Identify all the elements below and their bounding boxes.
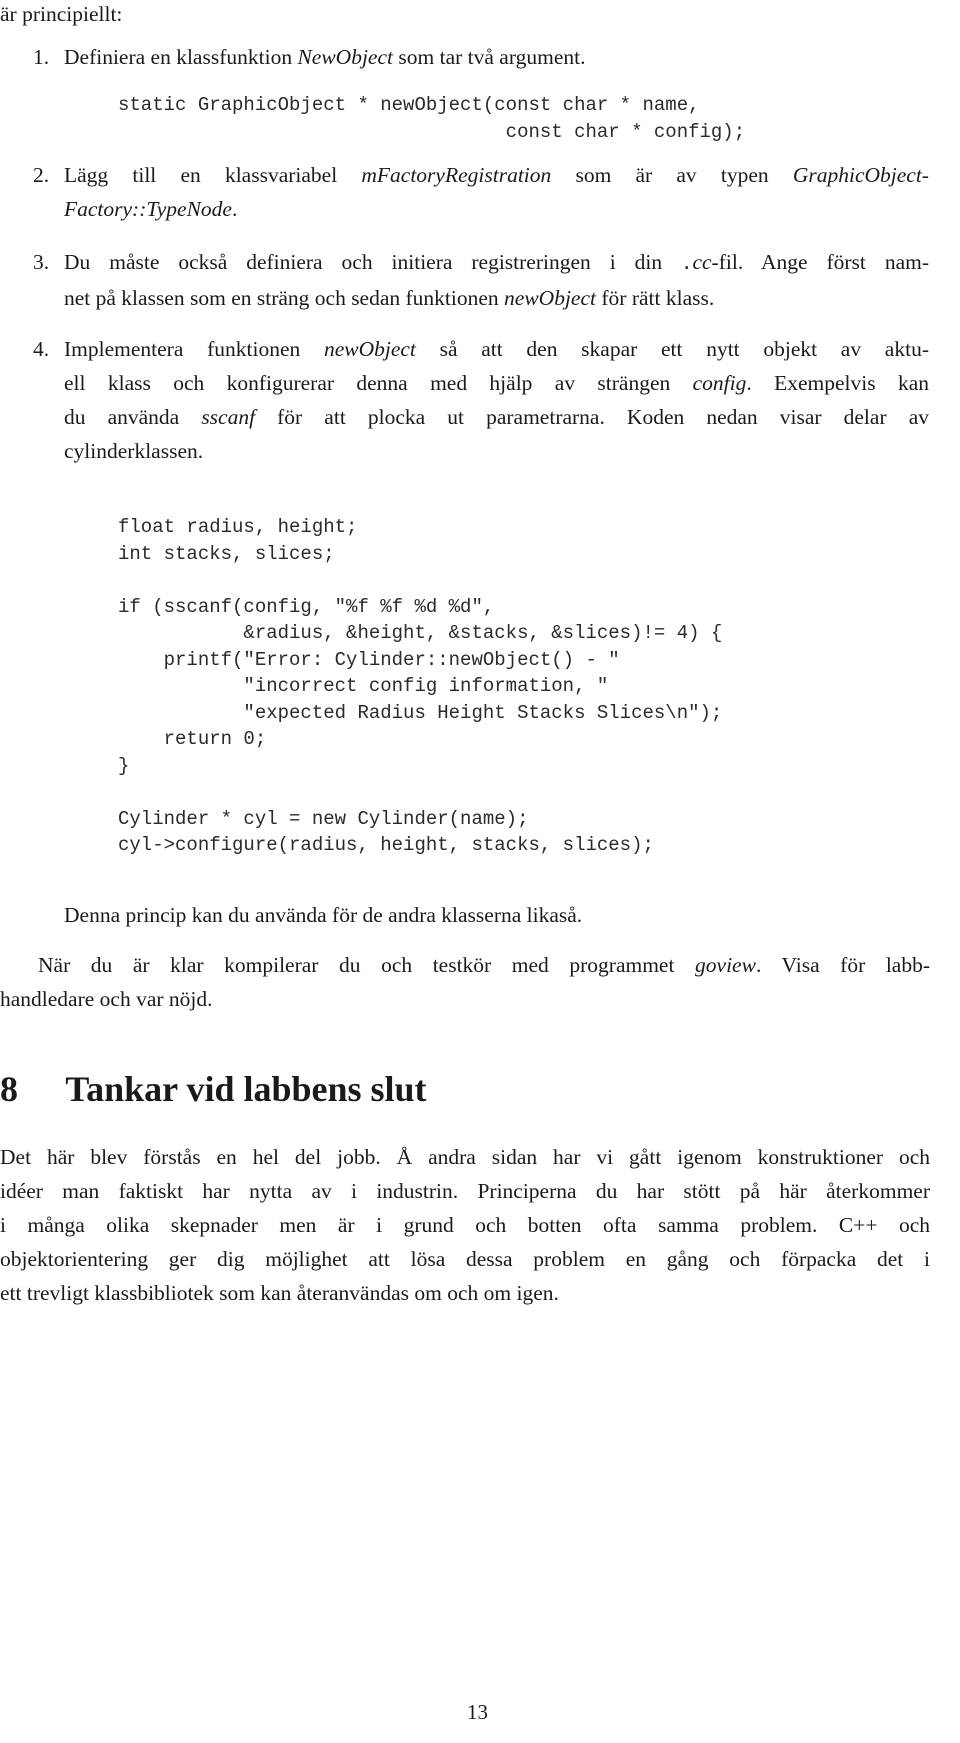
item-1-text: Definiera en klassfunktion NewObject som tar två argument. (64, 45, 586, 69)
item-1-code: static GraphicObject * newObject(const char * name, const char * config); (118, 94, 746, 143)
intro-text: är principiellt: (0, 2, 123, 26)
item-4-text: Implementera funktionen newObject så att den skapar ett nytt objekt av aktu- ell klass och konfigurerar denna med hjälp av strängen config. Exempelvis kan du använda sscanf för att plocka ut parametrarna. Koden nedan visar delar av cylinderklassen. (64, 337, 929, 463)
item-2-number: 2. (33, 163, 50, 187)
item-3-text: Du måste också definiera och initiera registreringen i din .cc-fil. Ange först nam- net på klassen som en sträng och sedan funktionen newObject för rätt klass. (64, 250, 929, 310)
page-number: 13 (467, 1700, 488, 1724)
section-heading (0, 1068, 427, 1110)
item-4-after-text: Denna princip kan du använda för de andra klasserna likaså. (64, 903, 583, 927)
item-4-code: float radius, height; int stacks, slices; if (sscanf(config, "%f %f %d %d", &radius, &height, &stacks, &slices)!= 4) { printf("Error: Cylinder::newObject() - " "incorrect config information, " "expected Radius Height Stacks Slices\n"); return 0; } Cylinder * cyl = new Cylinder(name); cyl->configure(radius, height, stacks, slices); (118, 516, 723, 856)
section-title: Tankar vid labbens slut (65, 1069, 427, 1109)
final-paragraph: Det här blev förstås en hel del jobb. Å andra sidan har vi gått igenom konstruktioner och idéer man faktiskt har nytta av i industrin. Principerna du har stött på här återkommer i många olika skepnader men är i grund och botten ofta samma problem. C++ och objektorientering ger dig möjlighet att lösa dessa problem en gång och förpacka det i ett trevligt klassbibliotek som kan återanvändas om och om igen. (0, 1145, 930, 1305)
item-2-text: Lägg till en klassvariabel mFactoryRegistration som är av typen GraphicObject- Factory::TypeNode. (64, 163, 929, 221)
item-4-number: 4. (33, 337, 50, 361)
section-number: 8 (0, 1069, 18, 1109)
closing-paragraph: När du är klar kompilerar du och testkör med programmet goview. Visa för labb- handledare och var nöjd. (0, 953, 930, 1011)
item-1-number: 1. (33, 45, 50, 69)
item-3-number: 3. (33, 250, 50, 274)
